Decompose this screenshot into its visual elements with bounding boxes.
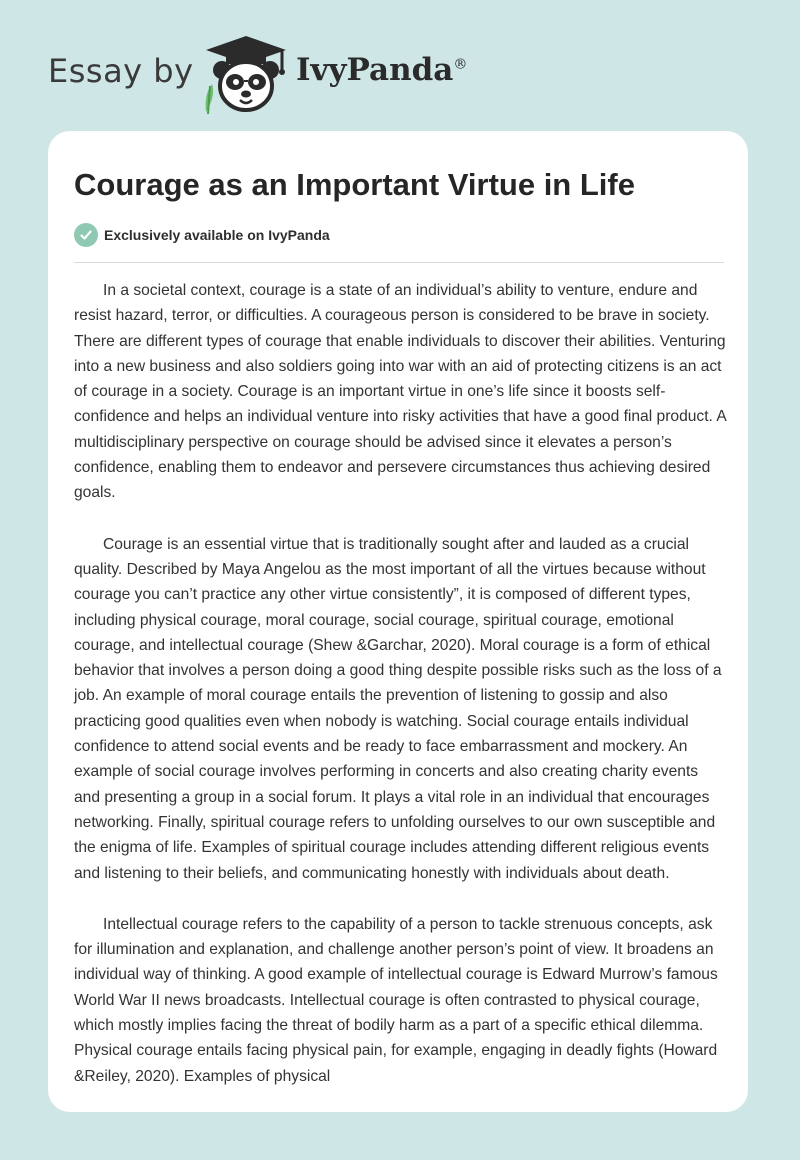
brand-name-text: IvyPanda (296, 52, 454, 88)
exclusive-badge (74, 223, 330, 247)
check-icon (74, 223, 98, 247)
essay-body (74, 278, 726, 1112)
essay-card (48, 131, 748, 1112)
registered-mark: ® (453, 56, 468, 73)
essay-paragraph: In a societal context, courage is a state of an individual’s ability to venture, endure and resist hazard, terror, or difficulties. A courageous person is considered to be brave in society. There are different types of courage that enable individuals to discover their abilities. Venturing into a new business and also soldiers going into war with an aid of protecting citizens is an act of courage in a society. Courage is an important virtue in one’s life since it boosts self-confidence and helps an individual venture into risky activities that have a good final product. A multidisciplinary perspective on courage should be advised since it elevates a person’s confidence, enabling them to endeavor and persevere circumstances thus achieving desired goals. (74, 282, 726, 502)
essay-by-label: Essay by (48, 52, 194, 90)
panda-logo-icon[interactable] (198, 34, 294, 114)
essay-paragraph: Intellectual courage refers to the capability of a person to tackle strenuous concepts, ask for illumination and explanation, and challenge another person’s point of view. It broadens an individual way of thinking. A good example of intellectual courage is Edward Murrow’s famous World War II news broadcasts. Intellectual courage is often contrasted to physical courage, which mostly implies facing the threat of bodily harm as a part of a specific ethical dilemma. Physical courage entails facing physical pain, for example, engaging in deadly fights (Howard &Reiley, 2020). Examples of physical (74, 915, 718, 1085)
essay-paragraph: Courage is an essential virtue that is traditionally sought after and lauded as a crucial quality. Described by Maya Angelou as the most important of all the virtues because without courage you can’t practice any other virtue consistently”, it is composed of different types, including physical courage, moral courage, social courage, spiritual courage, emotional courage, and intellectual courage (Shew &Garchar, 2020). Moral courage is a form of ethical behavior that involves a person doing a good thing despite possible risks such as the loss of a job. An example of moral courage entails the prevention of listening to gossip and also practicing good qualities even when nobody is watching. Social courage entails individual confidence to attend social events and be ready to face embarrassment and mockery. An example of social courage involves performing in concerts and also creating charity events and presenting a group in a social forum. It plays a vital role in an individual that encourages networking. Finally, spiritual courage refers to unfolding ourselves to our own susceptible and the enigma of life. Examples of spiritual courage includes attending different religious events and listening to their beliefs, and communicating honestly with individuals about death. (74, 535, 722, 882)
essay-title: Courage as an Important Virtue in Life (74, 167, 635, 202)
exclusive-label: Exclusively available on IvyPanda (104, 227, 330, 243)
divider (74, 262, 724, 263)
ivypanda-brand[interactable] (296, 52, 467, 88)
site-header (0, 0, 800, 130)
